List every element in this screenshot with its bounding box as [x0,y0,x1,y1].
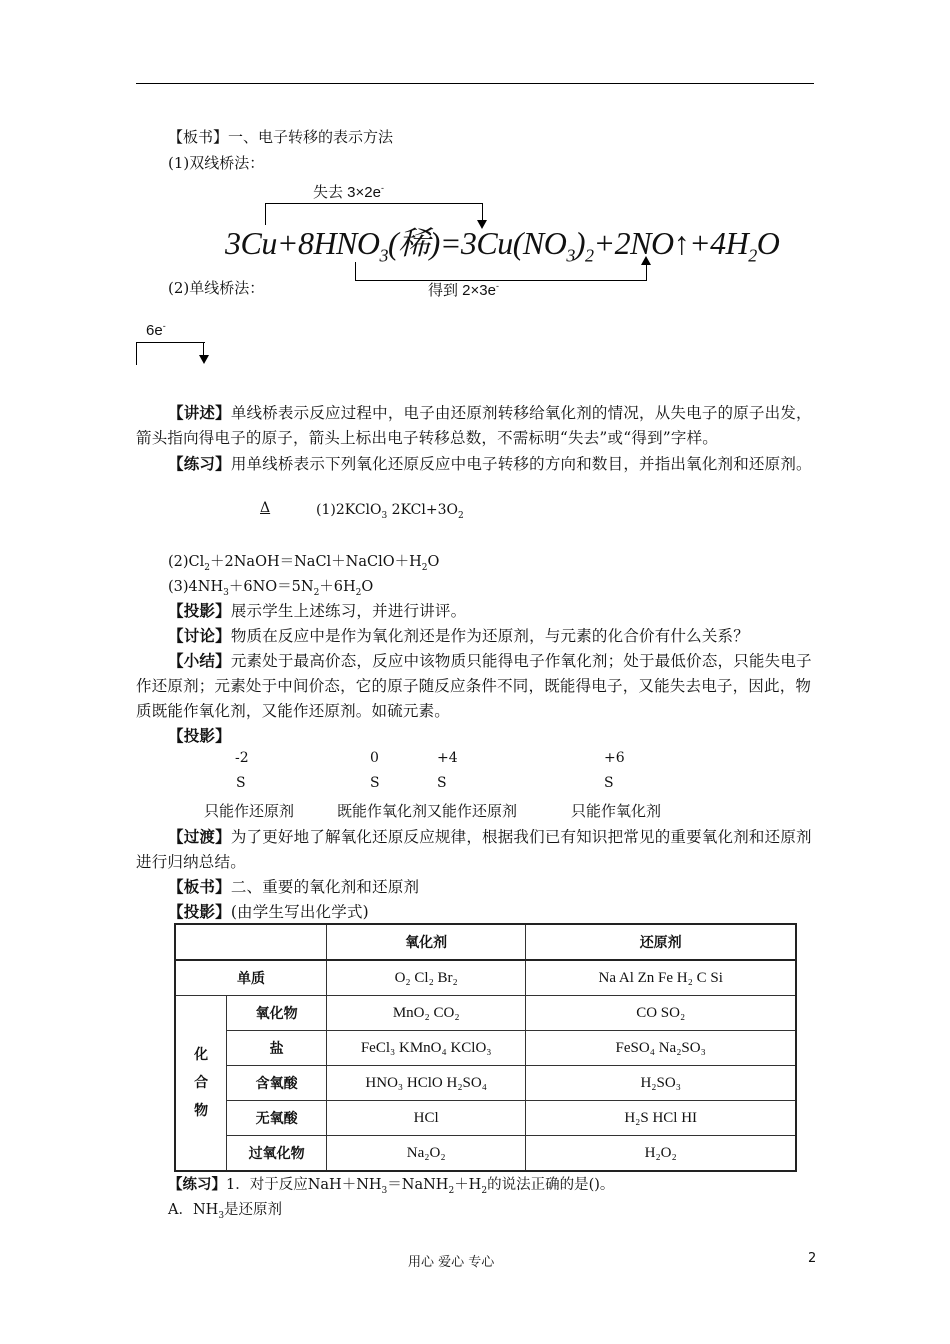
col-reducer: 还原剂 [526,924,796,960]
single-bridge-line [136,342,205,365]
row-oxide: 氧化物 [227,996,327,1031]
transition-paragraph: 【过渡】为了更好地了解氧化还原反应规律，根据我们已有知识把常见的重要氧化剂和还原剂进行归纳总结。 [136,827,812,871]
discussion: 【讨论】物质在反应中是作为氧化剂还是作为还原剂，与元素的化合价有什么关系？ [168,626,749,645]
role-oxidizer-only: 只能作氧化剂 [571,802,662,820]
cell-elem-red: Na Al Zn Fe H₂ C Si [526,960,796,996]
summary-paragraph: 【小结】元素处于最高价态，反应中该物质只能得电子作氧化剂；处于最低价态，只能失电子作还原剂；元素处于中间价态，它的原子随反应条件不同，既能得电子，又能失去电子，因此，物质既能作氧化剂，又能作还原剂。如硫元素。 [136,651,812,720]
projection2: 【投影】 [168,726,231,745]
sulfur-symbol-2: S [370,775,380,791]
single-bridge-drop [203,342,204,356]
table-corner [175,924,327,960]
valence-s-minus2: -2 [235,750,249,766]
method1-label: (1)双线桥法： [168,154,265,172]
row-element: 单质 [175,960,327,996]
oxidizer-reducer-table [174,923,797,1172]
cell-salt-red: FeSO₄ Na₂SO₃ [526,1031,796,1066]
reaction-1: (1)2KClO$_3$ $2KCl+3O_2$ [316,502,464,521]
reaction-2: $(2)Cl_2+2NaOH=NaCl+NaClO+H_2O$ [168,554,440,573]
gain-bridge-line [355,262,647,281]
row-oxyacid: 含氧酸 [227,1066,327,1101]
row-binary-acid: 无氧酸 [227,1101,327,1136]
table-row [175,996,796,1031]
sulfur-symbol-3: S [437,775,447,791]
gain-arrow-head [641,256,651,265]
footer-motto: 用心 爱心 专心 [408,1255,495,1270]
cell-peroxide-red: H₂O₂ [526,1136,796,1172]
cell-peroxide-ox: Na₂O₂ [327,1136,526,1172]
page-number: 2 [808,1251,817,1266]
table-row [175,1136,796,1172]
projection1: 【投影】展示学生上述练习，并进行讲评。 [168,601,467,620]
table-header-row [175,924,796,960]
delta-symbol: Δ [260,500,271,516]
projection3: 【投影】(由学生写出化学式) [168,902,369,921]
board2: 【板书】二、重要的氧化剂和还原剂 [168,877,420,896]
row-peroxide: 过氧化物 [227,1136,327,1172]
table-row [175,960,796,996]
method2-label: (2)单线桥法： [168,279,265,297]
role-both: 既能作氧化剂又能作还原剂 [337,802,518,820]
cell-elem-ox: O₂ Cl₂ Br₂ [327,960,526,996]
cell-salt-ox: FeCl₃ KMnO₄ KClO₃ [327,1031,526,1066]
section1-title [168,127,393,147]
cell-oxyacid-ox: HNO₃ HClO H₂SO₄ [327,1066,526,1101]
valence-s-plus6: +6 [604,750,625,766]
role-reducer-only: 只能作还原剂 [204,802,295,820]
gain-electrons-label: 得到 2×3e- [428,281,499,299]
table-row [175,1101,796,1136]
col-oxidizer: 氧化剂 [327,924,526,960]
cell-oxide-ox: MnO₂ CO₂ [327,996,526,1031]
cell-binary-acid-ox: HCl [327,1101,526,1136]
question-1: 【练习】1．对于反应$NaH+NH_3=NaNH_2+H_2$的说法正确的是()。 [168,1176,615,1196]
valence-s-plus4: +4 [437,750,458,766]
cell-oxide-red: CO SO₂ [526,996,796,1031]
lose-electrons-label: 失去 3×2e- [313,183,384,201]
compound-label: 化 合 物 [175,996,227,1172]
section1-title-text: 一、电子转移的表示方法 [228,128,394,146]
valence-s-0: 0 [370,750,379,766]
single-arrow-head [199,355,209,364]
table-row [175,1031,796,1066]
sulfur-symbol-1: S [236,775,246,791]
main-equation: $3Cu+8HNO_3$(稀)$=3Cu(NO_3)_2+2NO↑+4H_2O$ [225,225,780,266]
row-salt: 盐 [227,1031,327,1066]
tag-board: 【板书】 [168,128,229,146]
practice-paragraph: 【练习】用单线桥表示下列氧化还原反应中电子转移的方向和数目，并指出氧化剂和还原剂。 [168,454,812,473]
option-a: A．$NH_3$是还原剂 [168,1202,283,1221]
explain-paragraph: 【讲述】单线桥表示反应过程中，电子由还原剂转移给氧化剂的情况，从失电子的原子出发，箭头指向得电子的原子，箭头上标出电子转移总数，不需标明“失去”或“得到”字样。 [136,403,812,447]
reaction-3: $(3)4NH_3+6NO=5N_2+6H_2O$ [168,579,374,598]
table-row [175,1066,796,1101]
cell-oxyacid-red: H₂SO₃ [526,1066,796,1101]
sulfur-symbol-4: S [604,775,614,791]
header-rule [136,83,814,84]
single-bridge-label: 6e- [146,321,166,339]
cell-binary-acid-red: H₂S HCl HI [526,1101,796,1136]
